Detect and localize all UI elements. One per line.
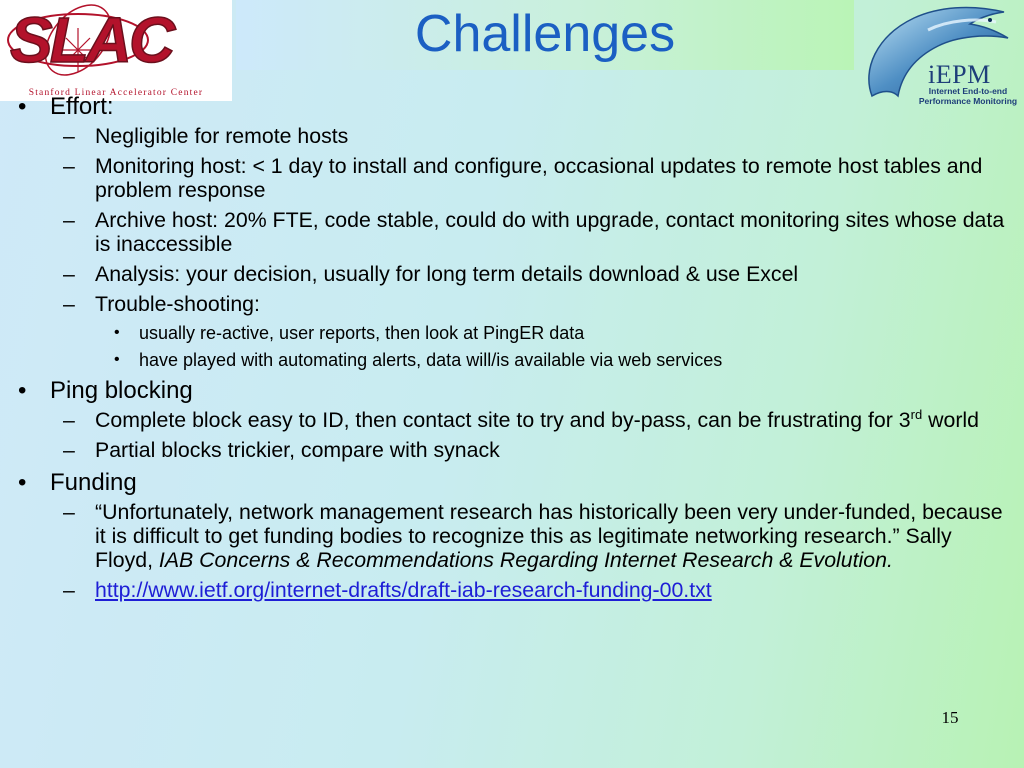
- sub-sub-bullet: [0, 322, 1010, 344]
- bullet-marker: •: [114, 351, 120, 368]
- quote-text: “Unfortunately, network management research has historically been very under-funded, because it is difficult to get funding bodies to recognize this as legitimate networking research.” Sally Floyd,: [95, 500, 1003, 572]
- sub-bullet-text: Analysis: your decision, usually for long term details download & use Excel: [95, 262, 799, 286]
- slide-body: [0, 92, 1010, 608]
- bullet-effort: [0, 92, 1010, 121]
- sub-bullet: [0, 438, 1010, 462]
- slide-title: Challenges: [414, 5, 676, 63]
- slac-caption: Stanford Linear Accelerator Center: [28, 88, 204, 98]
- sub-bullet: [0, 262, 1010, 286]
- bullet-text: Ping blocking: [50, 377, 193, 404]
- bullet-ping-blocking: [0, 376, 1010, 405]
- iepm-wordmark: iEPM: [928, 60, 991, 89]
- sub-bullet-text: Partial blocks trickier, compare with synack: [95, 438, 500, 462]
- bullet-text: Funding: [50, 469, 137, 496]
- sub-bullet-text: Negligible for remote hosts: [95, 124, 349, 148]
- bullet-marker: •: [18, 469, 27, 496]
- sub-sub-bullet: [0, 349, 1010, 371]
- dash-marker: –: [63, 500, 75, 524]
- dash-marker: –: [63, 154, 75, 178]
- sub-bullet-text: Monitoring host: < 1 day to install and configure, occasional updates to remote host tables and problem response: [95, 154, 983, 202]
- sub-sub-bullet-text: have played with automating alerts, data will/is available via web services: [139, 350, 723, 370]
- quote-source: IAB Concerns & Recommendations Regarding Internet Research & Evolution.: [158, 548, 893, 572]
- dash-marker: –: [63, 438, 75, 462]
- sub-bullet: [0, 124, 1010, 148]
- sub-bullet: [0, 500, 1010, 572]
- slac-logo: [0, 0, 232, 101]
- slac-logo-graphic: [0, 0, 232, 90]
- slac-wordmark: SLAC: [10, 4, 173, 76]
- bullet-funding: [0, 468, 1010, 497]
- sub-bullet: [0, 292, 1010, 316]
- bullet-marker: •: [18, 377, 27, 404]
- dash-marker: –: [63, 578, 75, 602]
- bullet-text: Effort:: [50, 93, 114, 120]
- dash-marker: –: [63, 408, 75, 432]
- bullet-marker: •: [18, 93, 27, 120]
- sub-bullet-text: Trouble-shooting:: [95, 292, 260, 316]
- dash-marker: –: [63, 292, 75, 316]
- superscript: rd: [910, 406, 923, 422]
- sub-bullet: [0, 208, 1010, 256]
- sub-bullet-text: [95, 500, 1003, 572]
- page-number: 15: [941, 708, 959, 727]
- dash-marker: –: [63, 124, 75, 148]
- sub-bullet: [0, 408, 1010, 432]
- dash-marker: –: [63, 262, 75, 286]
- funding-link[interactable]: http://www.ietf.org/internet-drafts/draft-iab-research-funding-00.txt: [95, 578, 712, 602]
- sub-bullet: [0, 578, 1010, 602]
- sub-bullet: [0, 154, 1010, 202]
- bullet-marker: •: [114, 324, 120, 341]
- dash-marker: –: [63, 208, 75, 232]
- sub-sub-bullet-text: usually re-active, user reports, then look at PingER data: [139, 323, 585, 343]
- iepm-subtitle: Internet End-to-end Performance Monitoring: [918, 86, 1018, 106]
- sub-bullet-text: Archive host: 20% FTE, code stable, could do with upgrade, contact monitoring sites whose data is inaccessible: [95, 208, 1005, 256]
- sub-bullet-text: [95, 408, 979, 432]
- text-part: world: [922, 408, 979, 432]
- text-part: Complete block easy to ID, then contact site to try and by-pass, can be frustrating for 3: [95, 408, 911, 432]
